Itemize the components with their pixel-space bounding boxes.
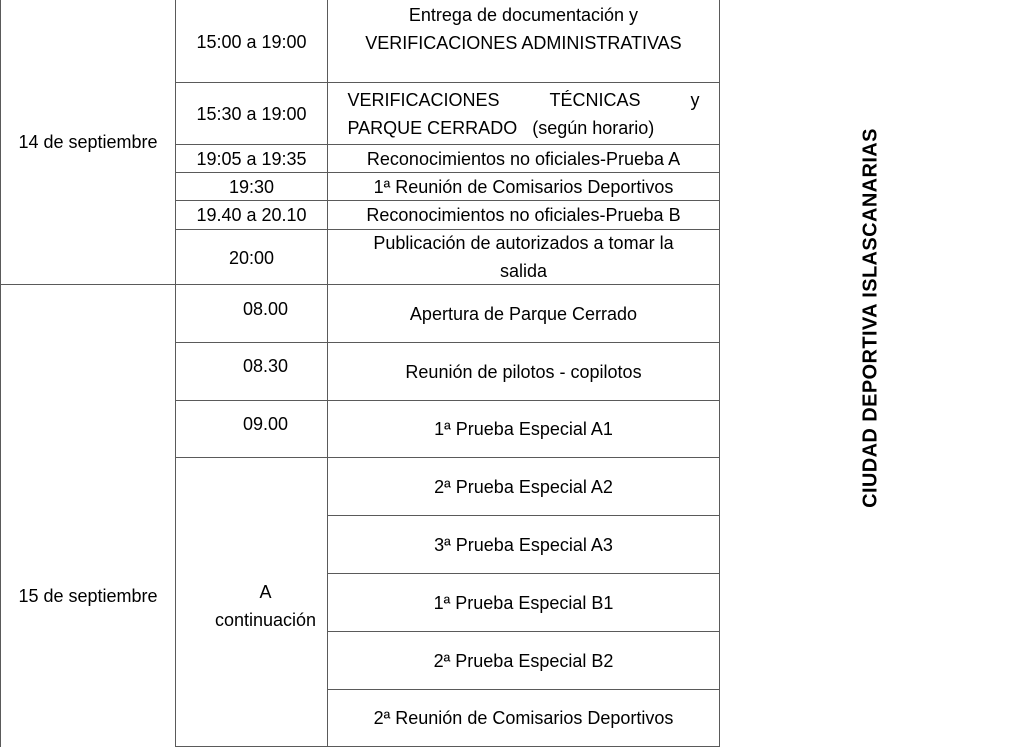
time-cell: 19:05 a 19:35 (196, 148, 307, 169)
continuation-line: A (259, 582, 272, 602)
activity-line-justified (348, 86, 700, 114)
activity-word: VERIFICACIONES (347, 89, 500, 110)
date-day-1: 14 de septiembre (18, 132, 158, 152)
grid-line-right (719, 0, 720, 747)
activity-line: Entrega de documentación y (408, 5, 639, 25)
activity-cell: 3ª Prueba Especial A3 (434, 534, 613, 555)
time-cell: 19.40 a 20.10 (196, 205, 307, 225)
activity-word: TÉCNICAS (549, 89, 641, 110)
activity-cell: 2ª Reunión de Comisarios Deportivos (373, 708, 674, 728)
time-cell: 15:00 a 19:00 (196, 32, 307, 52)
activity-cell: 1ª Prueba Especial B1 (433, 592, 614, 613)
activity-cell (328, 83, 719, 144)
activity-cell: 1ª Reunión de Comisarios Deportivos (373, 176, 674, 197)
activity-cell: Apertura de Parque Cerrado (409, 303, 638, 324)
continuation-line: continuación (214, 610, 317, 630)
time-cell: 08.00 (242, 299, 289, 319)
time-cell: 08.30 (242, 356, 289, 376)
activity-cell (328, 230, 719, 284)
activity-cell: Reconocimientos no oficiales-Prueba B (366, 205, 681, 225)
activity-line: Publicación de autorizados a tomar la (373, 233, 674, 253)
time-cell: 19:30 (228, 176, 275, 197)
activity-cell: Reconocimientos no oficiales-Prueba A (366, 148, 681, 169)
activity-cell: 2ª Prueba Especial B2 (433, 650, 614, 671)
activity-line: PARQUE CERRADO (según horario) (347, 117, 655, 138)
activity-line: salida (499, 261, 548, 281)
time-cell: 15:30 a 19:00 (196, 103, 307, 124)
activity-word: y (690, 89, 700, 110)
time-cell: 09.00 (242, 414, 289, 434)
activity-cell (328, 0, 719, 82)
activity-cell: 2ª Prueba Especial A2 (434, 476, 613, 497)
activity-cell: Reunión de pilotos - copilotos (405, 361, 642, 382)
time-cell: 20:00 (228, 248, 275, 268)
continuation-time-cell (190, 578, 341, 634)
date-day-2: 15 de septiembre (18, 586, 158, 606)
venue-label: CIUDAD DEPORTIVA ISLASCANARIAS (859, 128, 882, 508)
activity-cell: 1ª Prueba Especial A1 (434, 419, 613, 439)
activity-line: VERIFICACIONES ADMINISTRATIVAS (365, 33, 682, 53)
